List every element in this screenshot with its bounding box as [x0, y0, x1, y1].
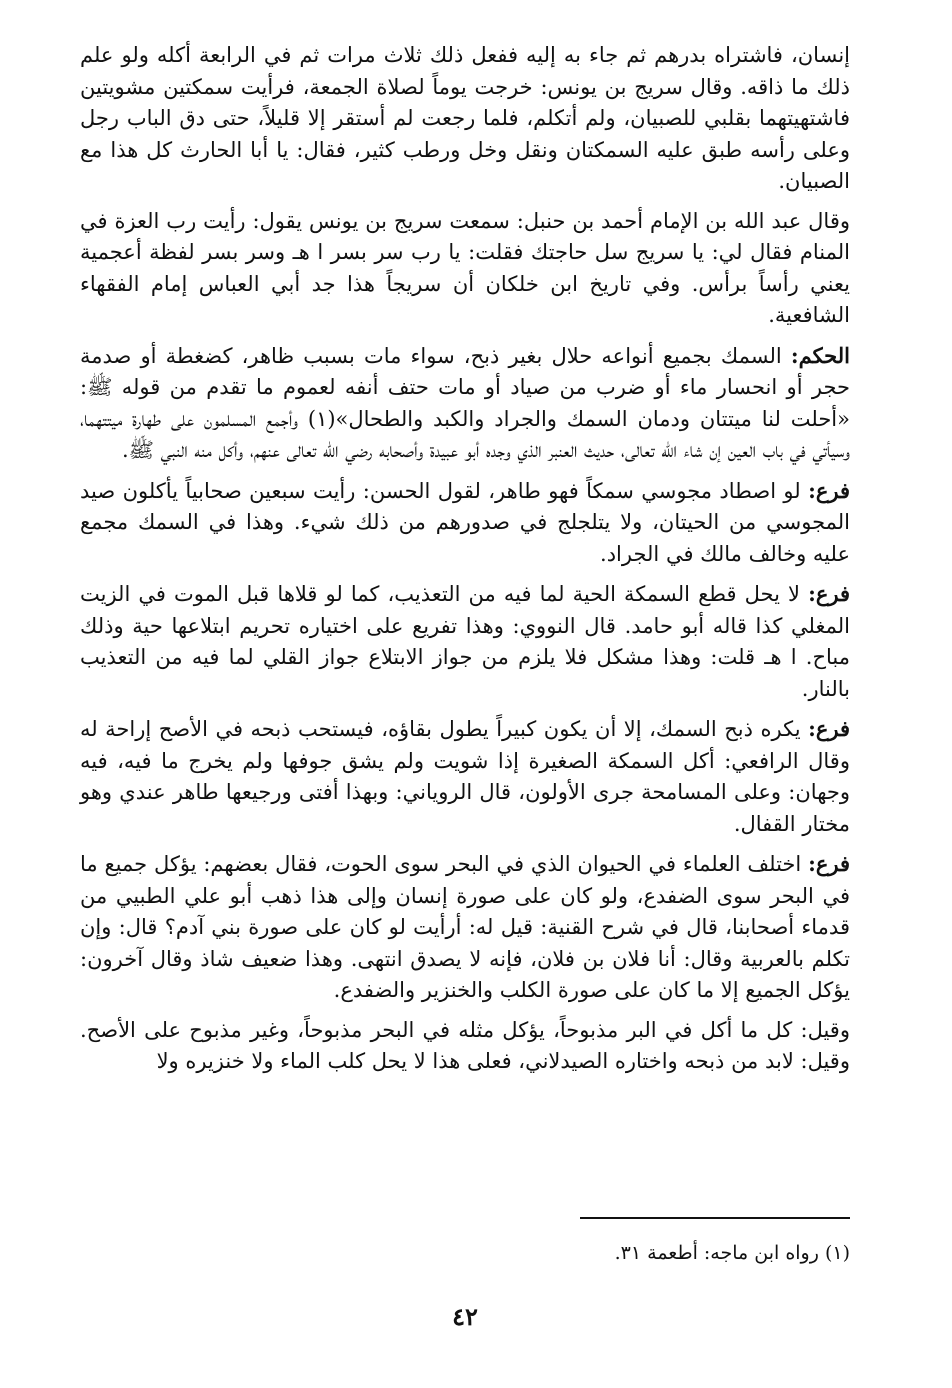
paragraph-ruling — [80, 340, 850, 467]
paragraph-branch-magian — [80, 475, 850, 571]
paragraph-branch-slaughter — [80, 713, 850, 840]
paragraph-branch-sea-animals — [80, 848, 850, 1007]
paragraph-text: السمك بجميع أنواعه حلال بغير ذبح، سواء مات بسبب ظاهر، كضغطة أو صدمة حجر أو انحسار ماء أو ضرب من صياد أو مات حتف أنفه لعموم ما تقدم من قوله ﷺ: «أحلت لنا ميتتان ودمان السمك والجراد والكبد والطحال»(١) وأجمع المسلمون على طهارة ميتتهما، وسيأتي في باب العين إن شاء الله تعالى، حديث العنبر الذي وجده أبو عبيدة وأصحابه رضي الله تعالى عنهم، وأكل منه النبي ﷺ. — [80, 343, 850, 462]
paragraph-text: وقال عبد الله بن الإمام أحمد بن حنبل: سمعت سريج بن يونس يقول: رأيت رب العزة في المنام فقال لي: يا سريج سل حاجتك فقلت: يا رب سر بسر ا هـ وسر بسر لفظة أعجمية يعني رأساً برأس. وفي تاريخ ابن خلكان أن سريجاً هذا جد أبي العباس إمام الفقهاء الشافعية. — [80, 208, 850, 327]
paragraph-label: الحكم: — [790, 342, 850, 368]
paragraph-text: لو اصطاد مجوسي سمكاً فهو طاهر، لقول الحسن: رأيت سبعين صحابياً يأكلون صيد المجوسي من الحيتان، ولا يتلجلج في صدورهم من ذلك شيء. وهذا في السمك مجمع عليه وخالف مالك في الجراد. — [80, 478, 850, 566]
paragraph-text: يكره ذبح السمك، إلا أن يكون كبيراً يطول بقاؤه، فيستحب ذبحه في الأصح إراحة له وقال الرافعي: أكل السمكة الصغيرة إذا شويت ولم يشق جوفها ولم يخرج ما فيه، فيه وجهان: وعلى المسامحة جرى الأولون، قال الروياني: وبهذا أفتى ورجيعها طاهر عندي وهو مختار القفال. — [80, 717, 850, 836]
footnote-divider — [580, 1217, 850, 1219]
paragraph-opinions — [80, 1015, 850, 1078]
paragraph-text: إنسان، فاشتراه بدرهم ثم جاء به إليه ففعل ذلك ثلاث مرات ثم في الرابعة أكله ولو علم ذلك ما ذاقه. وقال سريج بن يونس: خرجت يوماً لصلاة الجمعة، فرأيت سمكتين مشويتين فاشتهيتهما بقلبي للصبيان، ولم أتكلم، فلما رجعت لم أستقر إلا قليلاً، حتى دق الباب رجل وعلى رأسه طبق عليه السمكتان ونقل وخل ورطب كثير، فقال: يا أبا الحارث كل هذا مع الصبيان. — [80, 43, 851, 193]
paragraph-text: اختلف العلماء في الحيوان الذي في البحر سوى الحوت، فقال بعضهم: يؤكل جميع ما في البحر سوى الضفدع، ولو كان على صورة إنسان وإلى هذا ذهب أبو علي الطبيي من قدماء أصحابنا، قال في شرح القنية: قيل له: أرأيت لو كان على صورة بني آدم؟ قال: وإن تكلم بالعربية وقال: أنا فلان بن فلان، فإنه لا يصدق انتهى. وهذا ضعيف شاذ وقال آخرون: يؤكل الجميع إلا ما كان على صورة الكلب والخنزير والضفدع. — [80, 852, 850, 1002]
paragraph-text: لا يحل قطع السمكة الحية لما فيه من التعذيب، كما لو قلاها قبل الموت في الزيت المغلي كذا قاله أبو حامد. قال النووي: وهذا تفريع على اختياره تحريم ابتلاعها حية وذلك مباح. ا هـ قلت: وهذا مشكل فلا يلزم من جواز الابتلاع جواز القلي لما فيه من التعذيب بالنار. — [80, 582, 850, 701]
paragraph-label: فرع: — [808, 477, 850, 503]
paragraph-text: وقيل: كل ما أكل في البر مذبوحاً، يؤكل مثله في البحر مذبوحاً، وغير مذبوح على الأصح. وقيل: لابد من ذبحه واختاره الصيدلاني، فعلى هذا لا يحل كلب الماء ولا خنزيره ولا — [80, 1017, 850, 1073]
book-page — [80, 40, 850, 1370]
footnote: (١) رواه ابن ماجه: أطعمة ٣١. — [614, 1242, 850, 1264]
paragraph-label: فرع: — [808, 851, 851, 876]
paragraph-sarij-story — [80, 40, 850, 198]
paragraph-dream — [80, 206, 850, 332]
paragraph-branch-cutting — [80, 578, 850, 705]
paragraph-label: فرع: — [808, 581, 850, 606]
page-number: ٤٢ — [452, 1302, 478, 1331]
paragraph-label: فرع: — [808, 716, 850, 741]
